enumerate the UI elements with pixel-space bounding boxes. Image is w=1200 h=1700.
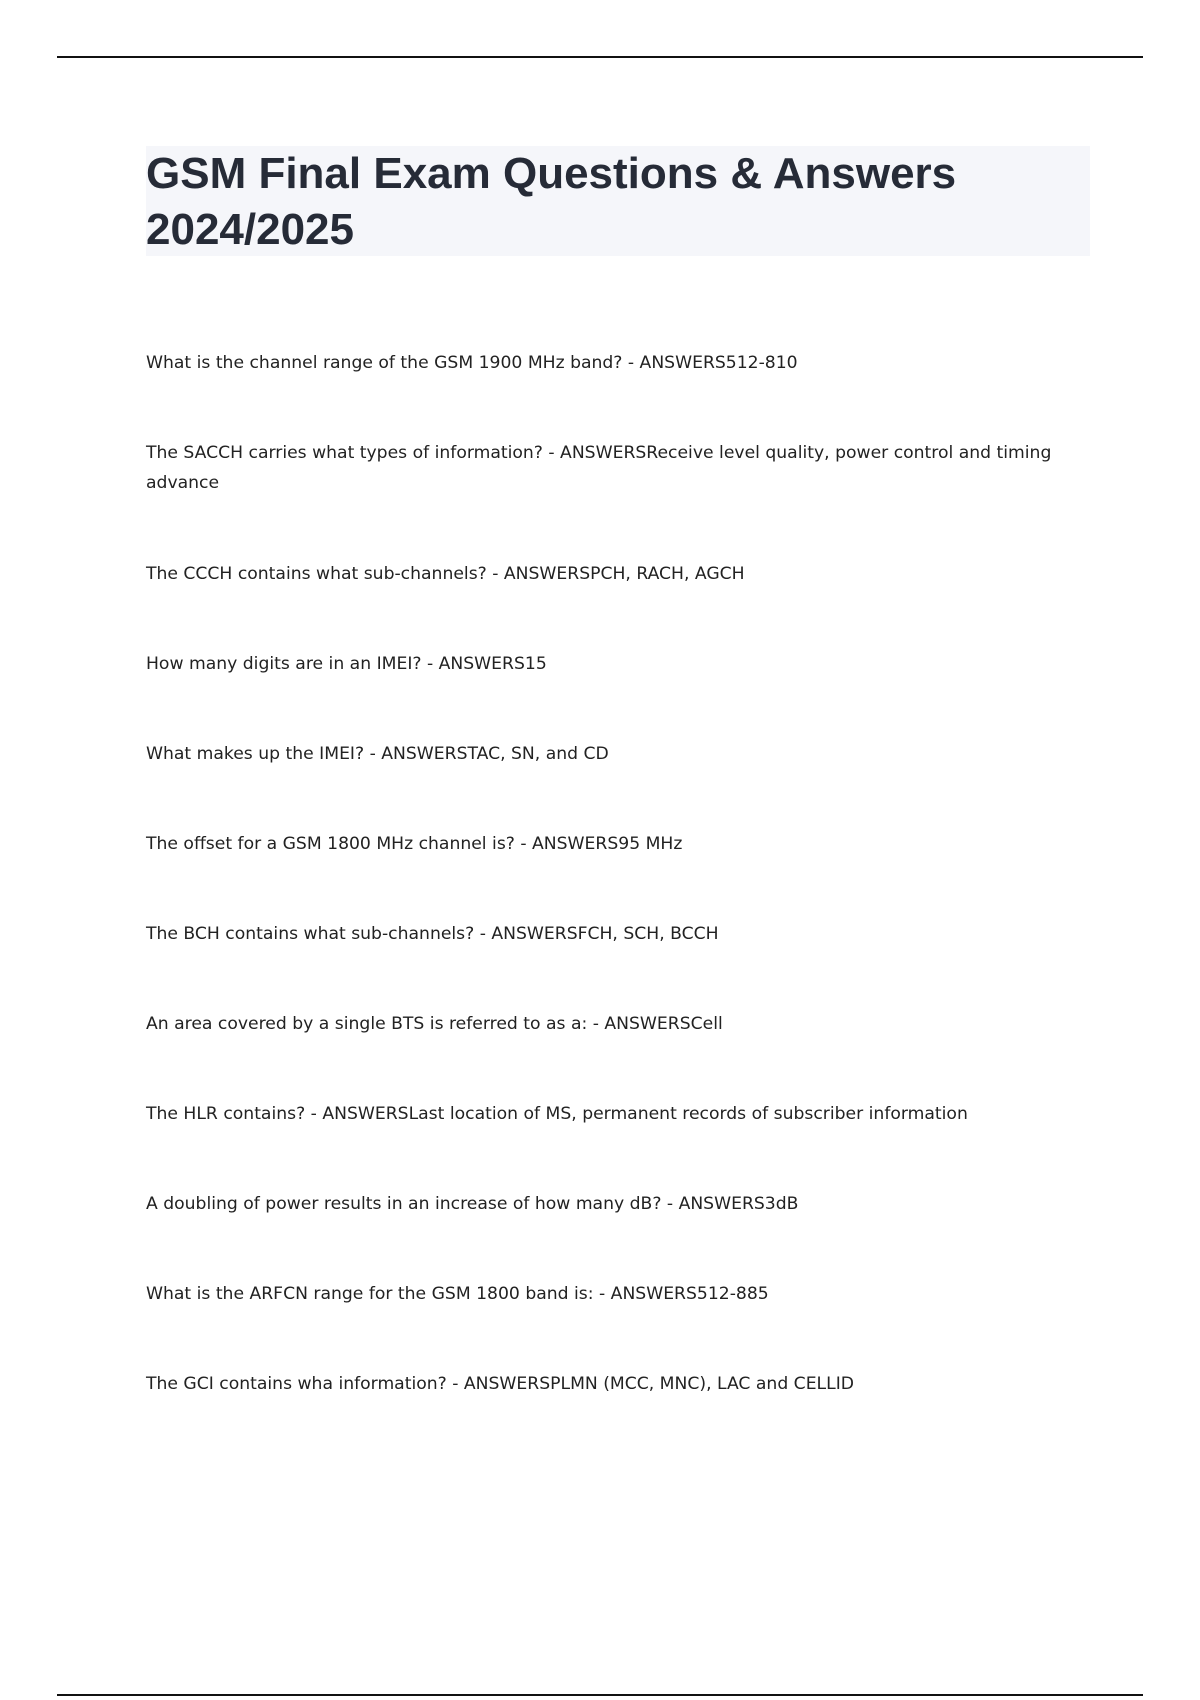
qa-item-2: The SACCH carries what types of information? - ANSWERSReceive level quality, power control and timing advance (146, 443, 1052, 493)
qa-item-1: What is the channel range of the GSM 1900 MHz band? - ANSWERS512-810 (146, 353, 798, 373)
qa-item-7: The BCH contains what sub-channels? - ANSWERSFCH, SCH, BCCH (146, 924, 719, 944)
qa-item-4: How many digits are in an IMEI? - ANSWERS15 (146, 654, 547, 674)
top-divider (57, 56, 1143, 58)
qa-item-9: The HLR contains? - ANSWERSLast location of MS, permanent records of subscriber information (146, 1104, 968, 1124)
page-title: GSM Final Exam Questions & Answers 2024/2025 (146, 149, 957, 254)
qa-item-10: A doubling of power results in an increase of how many dB? - ANSWERS3dB (146, 1194, 799, 1214)
qa-item-11: What is the ARFCN range for the GSM 1800 band is: - ANSWERS512-885 (146, 1284, 769, 1304)
qa-item-3: The CCCH contains what sub-channels? - ANSWERSPCH, RACH, AGCH (146, 564, 745, 584)
qa-list (146, 348, 1096, 1459)
qa-item-5: What makes up the IMEI? - ANSWERSTAC, SN, and CD (146, 744, 609, 764)
qa-item-8: An area covered by a single BTS is referred to as a: - ANSWERSCell (146, 1014, 723, 1034)
title-block (146, 146, 1090, 256)
qa-item-12: The GCI contains wha information? - ANSWERSPLMN (MCC, MNC), LAC and CELLID (146, 1374, 855, 1394)
qa-item-6: The offset for a GSM 1800 MHz channel is? - ANSWERS95 MHz (146, 834, 683, 854)
bottom-divider (57, 1694, 1143, 1696)
